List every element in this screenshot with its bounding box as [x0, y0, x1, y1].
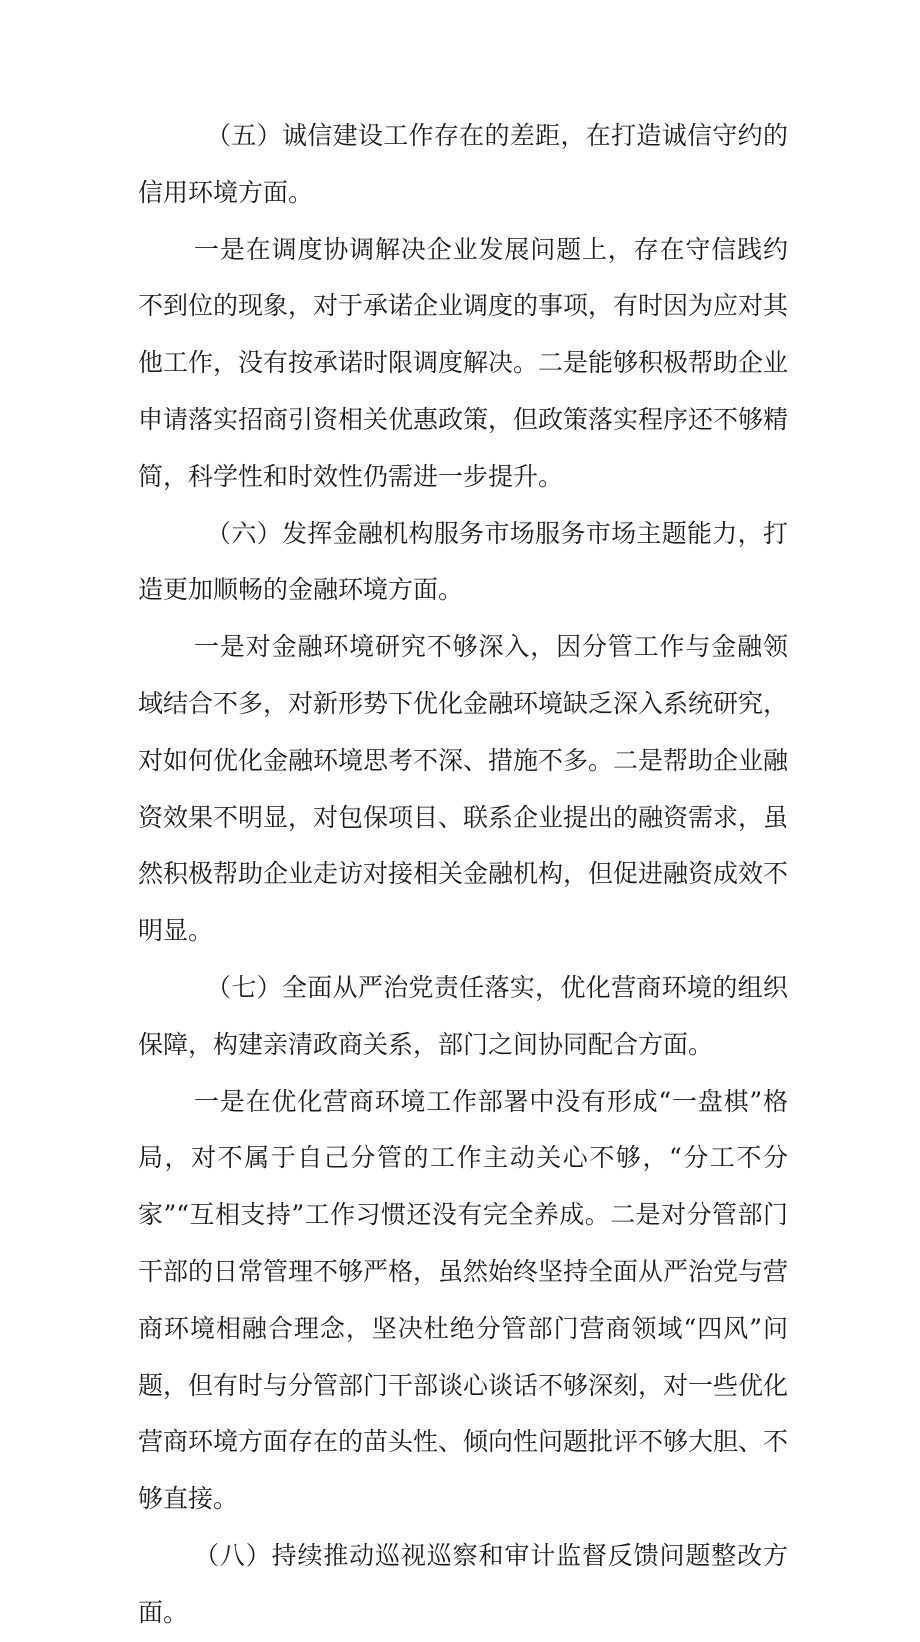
document-body: [138, 108, 788, 1642]
section-heading-8: （八）持续推动巡视巡察和审计监督反馈问题整改方面。: [138, 1540, 788, 1627]
section-heading-5: （五）诚信建设工作存在的差距，在打造诚信守约的信用环境方面。: [138, 121, 788, 207]
section-heading-7: （七）全面从严治党责任落实，优化营商环境的组织保障，构建亲清政商关系，部门之间协同配合方面。: [138, 972, 788, 1059]
body-paragraph: 一是对金融环境研究不够深入，因分管工作与金融领域结合不多，对新形势下优化金融环境缺乏深入系统研究，对如何优化金融环境思考不深、措施不多。二是帮助企业融资效果不明显，对包保项目、联系企业提出的融资需求，虽然积极帮助企业走访对接相关金融机构，但促进融资成效不明显。: [138, 632, 789, 946]
body-paragraph: 一是在调度协调解决企业发展问题上，存在守信践约不到位的现象，对于承诺企业调度的事项，有时因为应对其他工作，没有按承诺时限调度解决。二是能够积极帮助企业申请落实招商引资相关优惠政策，但政策落实程序还不够精简，科学性和时效性仍需进一步提升。: [138, 234, 789, 491]
body-paragraph: 一是在优化营商环境工作部署中没有形成“一盘棋”格局，对不属于自己分管的工作主动关心不够，“分工不分家”“互相支持”工作习惯还没有完全养成。二是对分管部门干部的日常管理不够严格，虽然始终坚持全面从严治党与营商环境相融合理念，坚决杜绝分管部门营商领域“四风”问题，但有时与分管部门干部谈心谈话不够深刻，对一些优化营商环境方面存在的苗头性、倾向性问题批评不够大胆、不够直接。: [138, 1086, 789, 1514]
section-heading-6: （六）发挥金融机构服务市场服务市场主题能力，打造更加顺畅的金融环境方面。: [138, 518, 788, 605]
